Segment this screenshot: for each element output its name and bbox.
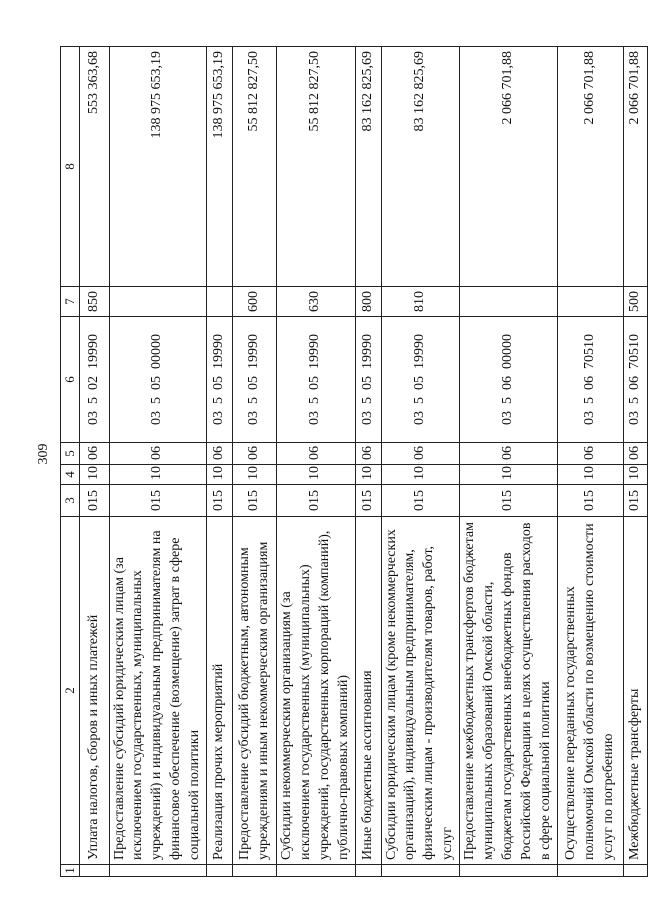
cell-subsection: 06: [277, 443, 356, 465]
cell-target-code: 03 5 05 00000: [109, 317, 206, 443]
cell-target-code: 03 5 05 19990: [233, 317, 277, 443]
header-row: [61, 47, 80, 877]
cell-target-code: 03 5 05 19990: [381, 317, 460, 443]
cell-admin-code: 015: [109, 485, 206, 517]
cell-section: 10: [355, 465, 381, 485]
cell-section: 10: [381, 465, 460, 485]
empty-cell: [207, 865, 233, 877]
empty-cell: [109, 865, 206, 877]
cell-section: 10: [460, 465, 558, 485]
table-row: [355, 47, 381, 877]
cell-expense-type: 800: [355, 287, 381, 317]
cell-amount: 55 812 827,50: [277, 47, 356, 287]
cell-section: 10: [233, 465, 277, 485]
cell-subsection: 06: [460, 443, 558, 465]
cell-target-code: 03 5 06 70510: [558, 317, 624, 443]
cell-target-code: 03 5 02 19990: [79, 317, 109, 443]
cell-admin-code: 015: [558, 485, 624, 517]
cell-subsection: 06: [207, 443, 233, 465]
cell-expense-type: [460, 287, 558, 317]
empty-cell: [558, 865, 624, 877]
header-cell: 7: [61, 287, 80, 317]
cell-expense-type: [207, 287, 233, 317]
cell-target-code: 03 5 05 19990: [277, 317, 356, 443]
cell-expense-type: 810: [381, 287, 460, 317]
row-name: Осуществление переданных государственных полномочий Омской области по возмещению стоимости услуг по погребению: [558, 517, 624, 865]
cell-amount: 83 162 825,69: [355, 47, 381, 287]
cell-amount: 553 363,68: [79, 47, 109, 287]
table-row: [624, 47, 648, 877]
header-cell: 6: [61, 317, 80, 443]
table-row: [233, 47, 277, 877]
header-cell: 1: [61, 865, 80, 877]
header-cell: 8: [61, 47, 80, 287]
row-name: Предоставление субсидий юридическим лицам (за исключением государственных, муниципальных учреждений) и индивидуальным предпринимателям на финансовое обеспечение (возмещение) затрат в сфере социальной политики: [109, 517, 206, 865]
table-row: [381, 47, 460, 877]
empty-cell: [460, 865, 558, 877]
cell-section: 10: [207, 465, 233, 485]
table-row: [558, 47, 624, 877]
header-cell: 2: [61, 517, 80, 865]
header-cell: 3: [61, 485, 80, 517]
cell-admin-code: 015: [355, 485, 381, 517]
cell-amount: 2 066 701,88: [460, 47, 558, 287]
cell-target-code: 03 5 06 00000: [460, 317, 558, 443]
cell-section: 10: [79, 465, 109, 485]
row-name: Иные бюджетные ассигнования: [355, 517, 381, 865]
cell-admin-code: 015: [79, 485, 109, 517]
table-row: [79, 47, 109, 877]
cell-section: 10: [624, 465, 648, 485]
cell-admin-code: 015: [277, 485, 356, 517]
cell-subsection: 06: [355, 443, 381, 465]
cell-section: 10: [558, 465, 624, 485]
cell-expense-type: 850: [79, 287, 109, 317]
header-cell: 5: [61, 443, 80, 465]
cell-admin-code: 015: [624, 485, 648, 517]
cell-expense-type: 500: [624, 287, 648, 317]
cell-section: 10: [277, 465, 356, 485]
cell-expense-type: [558, 287, 624, 317]
empty-cell: [624, 865, 648, 877]
row-name: Межбюджетные трансферты: [624, 517, 648, 865]
row-name: Предоставление межбюджетных трансфертов бюджетам муниципальных образований Омской области, бюджетам государственных внебюджетных фондов Российской Федерации в целях осуществления расходов в сфере социальной политики: [460, 517, 558, 865]
empty-cell: [355, 865, 381, 877]
empty-cell: [381, 865, 460, 877]
cell-subsection: 06: [233, 443, 277, 465]
cell-target-code: 03 5 05 19990: [355, 317, 381, 443]
cell-expense-type: 600: [233, 287, 277, 317]
cell-amount: 138 975 653,19: [109, 47, 206, 287]
table-row: [109, 47, 206, 877]
cell-amount: 138 975 653,19: [207, 47, 233, 287]
rotated-table-wrapper: [60, 47, 643, 877]
cell-amount: 55 812 827,50: [233, 47, 277, 287]
table-row: [207, 47, 233, 877]
empty-cell: [79, 865, 109, 877]
cell-amount: 83 162 825,69: [381, 47, 460, 287]
row-name: Субсидии юридическим лицам (кроме некоммерческих организаций), индивидуальным предпринимателям, физическим лицам - производителям товаров, работ, услуг: [381, 517, 460, 865]
cell-amount: 2 066 701,88: [624, 47, 648, 287]
budget-table: [60, 46, 648, 877]
row-name: Уплата налогов, сборов и иных платежей: [79, 517, 109, 865]
empty-cell: [233, 865, 277, 877]
page-number: 309: [36, 443, 51, 465]
table-row: [277, 47, 356, 877]
row-name: Субсидии некоммерческим организациям (за исключением государственных (муниципальных) учреждений, государственных корпораций (компаний), публично-правовых компаний): [277, 517, 356, 865]
cell-amount: 2 066 701,88: [558, 47, 624, 287]
cell-admin-code: 015: [207, 485, 233, 517]
row-name: Предоставление субсидий бюджетным, автономным учреждениям и иным некоммерческим организациям: [233, 517, 277, 865]
cell-target-code: 03 5 06 70510: [624, 317, 648, 443]
cell-subsection: 06: [109, 443, 206, 465]
cell-expense-type: [109, 287, 206, 317]
cell-expense-type: 630: [277, 287, 356, 317]
header-cell: 4: [61, 465, 80, 485]
cell-admin-code: 015: [381, 485, 460, 517]
cell-admin-code: 015: [460, 485, 558, 517]
table-row: [460, 47, 558, 877]
cell-target-code: 03 5 05 19990: [207, 317, 233, 443]
row-name: Реализация прочих мероприятий: [207, 517, 233, 865]
cell-admin-code: 015: [233, 485, 277, 517]
cell-subsection: 06: [558, 443, 624, 465]
cell-section: 10: [109, 465, 206, 485]
cell-subsection: 06: [79, 443, 109, 465]
empty-cell: [277, 865, 356, 877]
cell-subsection: 06: [624, 443, 648, 465]
cell-subsection: 06: [381, 443, 460, 465]
